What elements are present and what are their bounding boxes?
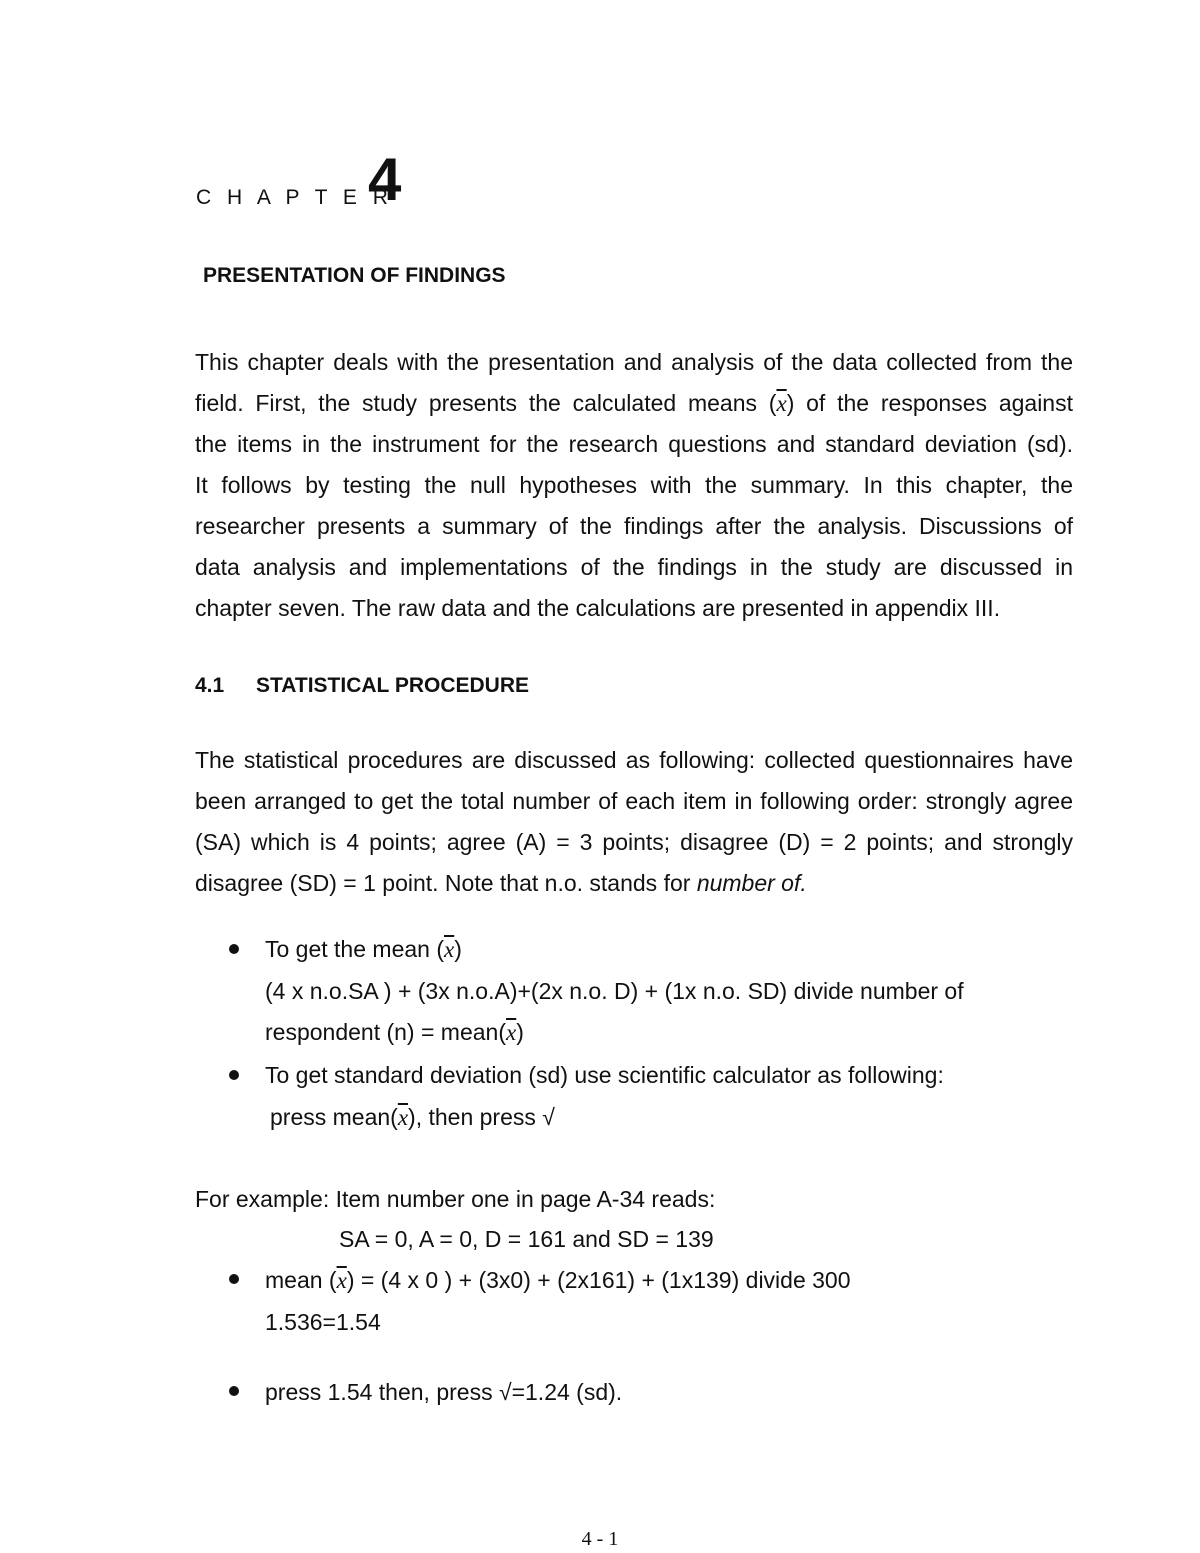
procedure-paragraph [195, 746, 1073, 869]
section-number: 4.1 [195, 674, 225, 697]
x-bar-symbol: $\overline{x}$ [776, 391, 787, 416]
sd-bullet-title: To get standard deviation (sd) use scientific calculator as following: [265, 1062, 944, 1088]
section-title: STATISTICAL PROCEDURE [256, 674, 530, 697]
mean-formula: (4 x n.o.SA ) + (3x n.o.A)+(2x n.o. D) + (1x n.o. SD) divide number of [265, 978, 964, 1004]
x-bar-symbol: $\overline{x}$ [506, 1020, 517, 1045]
example-intro: For example: Item number one in page A-34 reads: [195, 1186, 716, 1212]
example-values: SA = 0, A = 0, D = 161 and SD = 139 [339, 1226, 714, 1252]
bullet-icon [229, 944, 239, 954]
procedure-line-1: The statistical procedures are discussed as following: collected questionnaires have [195, 747, 1073, 773]
intro-line-2: field. First, the study presents the calculated means $(\overline{x})$ of the responses against [195, 390, 1073, 416]
x-bar-symbol: $\overline{x}$ [444, 937, 455, 962]
mean-bullet-title: To get the mean $(\overline{x})$ [265, 936, 462, 962]
procedure-line-2: been arranged to get the total number of each item in following order: strongly agree [195, 788, 1073, 814]
procedure-line-4: disagree (SD) = 1 point. Note that n.o. stands for number of. [195, 870, 807, 896]
example-sd: press 1.54 then, press √=1.24 (sd). [265, 1379, 623, 1405]
bullet-icon [229, 1070, 239, 1080]
example-mean: mean $(\overline{x}) = (4$ x 0 ) + (3x0) + (2x161) + (1x139) divide 300 [265, 1267, 851, 1293]
intro-line-1: This chapter deals with the presentation and analysis of the data collected from the [195, 349, 1073, 375]
mean-result: respondent $(n) = mean(\overline{x})$ [265, 1019, 524, 1045]
intro-line-6: data analysis and implementations of the findings in the study are discussed in [195, 554, 1073, 580]
chapter-title: PRESENTATION OF FINDINGS [203, 264, 506, 287]
bullet-icon [229, 1274, 239, 1284]
chapter-label: C H A P T E R [196, 186, 393, 209]
intro-line-3: the items in the instrument for the research questions and standard deviation (sd). [195, 431, 1073, 457]
chapter-number: 4 [368, 146, 402, 213]
intro-paragraph [195, 348, 1073, 594]
intro-line-5: researcher presents a summary of the findings after the analysis. Discussions of [195, 513, 1073, 539]
example-mean-result: 1.536=1.54 [265, 1309, 381, 1335]
page-number: 4 - 1 [581, 1528, 619, 1550]
x-bar-symbol: $\overline{x}$ [397, 1105, 409, 1130]
sd-step: press $mean(\overline{x})$, then press √ [270, 1104, 555, 1130]
procedure-line-3: (SA) which is 4 points; agree (A) = 3 points; disagree (D) = 2 points; and strongly [195, 829, 1073, 855]
x-bar-symbol: $\overline{x}$ [336, 1268, 347, 1293]
bullet-icon [229, 1386, 239, 1396]
intro-line-7: chapter seven. The raw data and the calculations are presented in appendix III. [195, 595, 1001, 621]
intro-line-4: It follows by testing the null hypotheses with the summary. In this chapter, the [195, 472, 1073, 498]
